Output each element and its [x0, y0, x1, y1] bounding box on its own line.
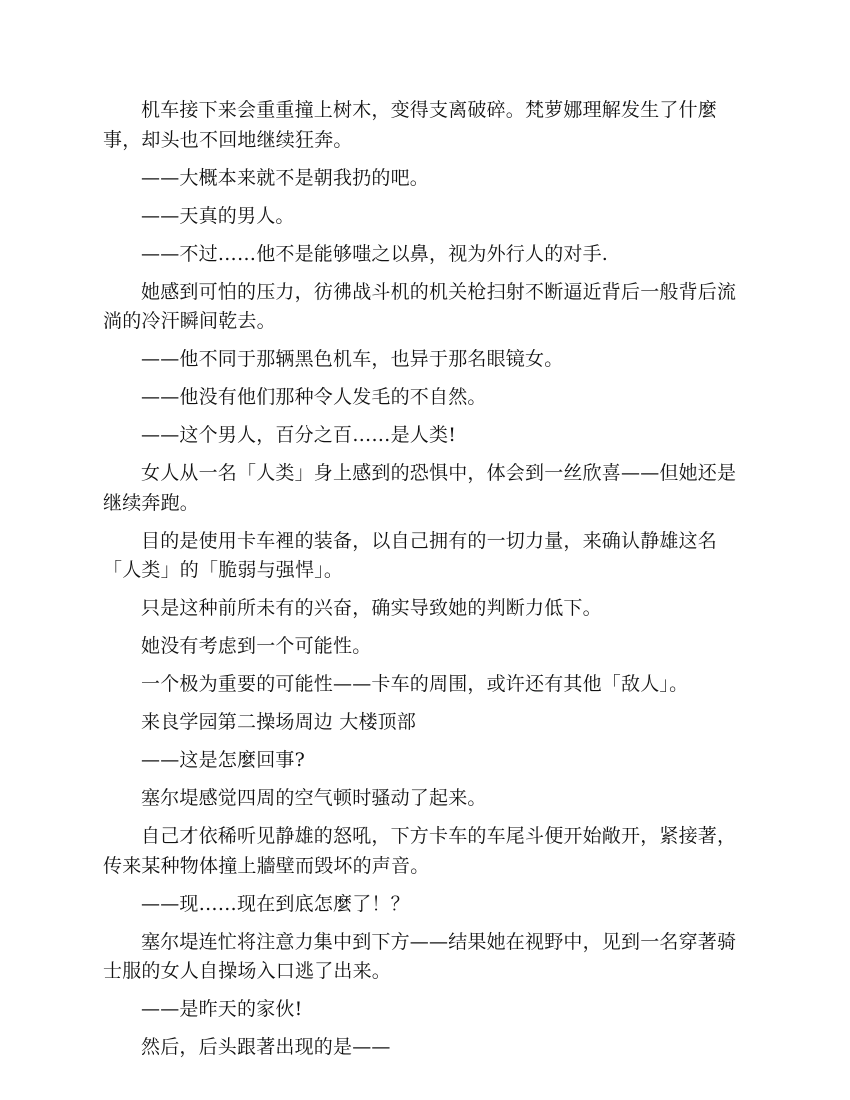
- paragraph: 塞尔堤感觉四周的空气顿时骚动了起来。: [141, 787, 487, 809]
- paragraph: 一个极为重要的可能性——卡车的周围，或许还有其他「敌人」。: [141, 673, 689, 695]
- scene-heading: 来良学园第二操场周边 大楼顶部: [141, 711, 417, 733]
- paragraph: 自己才依稀听见静雄的怒吼，下方卡车的车尾斗便开始敞开，紧接著，传来某种物体撞上牆壁而毁坏的声音。: [103, 825, 737, 877]
- document-page: [103, 96, 753, 1071]
- paragraph: ——这是怎麼回事?: [141, 749, 305, 771]
- paragraph: 目的是使用卡车裡的装备，以自己拥有的一切力量，来确认静雄这名「人类」的「脆弱与强悍」。: [103, 529, 718, 581]
- paragraph: 塞尔堤连忙将注意力集中到下方——结果她在视野中，见到一名穿著骑士服的女人自操场入口逃了出来。: [103, 930, 737, 982]
- paragraph: ——现……现在到底怎麼了！？: [141, 892, 410, 915]
- paragraph: 然后，后头跟著出现的是——: [141, 1036, 391, 1058]
- paragraph: 她没有考虑到一个可能性。: [141, 635, 372, 657]
- paragraph: 她感到可怕的压力，彷彿战斗机的机关枪扫射不断逼近背后一般背后流淌的冷汗瞬间乾去。: [103, 280, 737, 332]
- paragraph: ——这个男人，百分之百……是人类!: [141, 424, 457, 446]
- paragraph: 只是这种前所未有的兴奋，确实导致她的判断力低下。: [141, 597, 602, 619]
- paragraph: 机车接下来会重重撞上树木，变得支离破碎。梵萝娜理解发生了什麼事，却头也不回地继续狂奔。: [103, 99, 718, 151]
- paragraph: ——是昨天的家伙!: [141, 998, 303, 1020]
- paragraph: ——他不同于那辆黑色机车，也异于那名眼镜女。: [141, 348, 564, 370]
- paragraph: ——他没有他们那种令人发毛的不自然。: [141, 386, 487, 408]
- paragraph: ——不过……他不是能够嗤之以鼻，视为外行人的对手.: [141, 242, 609, 265]
- paragraph: 女人从一名「人类」身上感到的恐惧中，体会到一丝欣喜——但她还是继续奔跑。: [103, 462, 737, 514]
- paragraph: ——大概本来就不是朝我扔的吧。: [141, 166, 430, 189]
- paragraph: ——天真的男人。: [141, 204, 295, 227]
